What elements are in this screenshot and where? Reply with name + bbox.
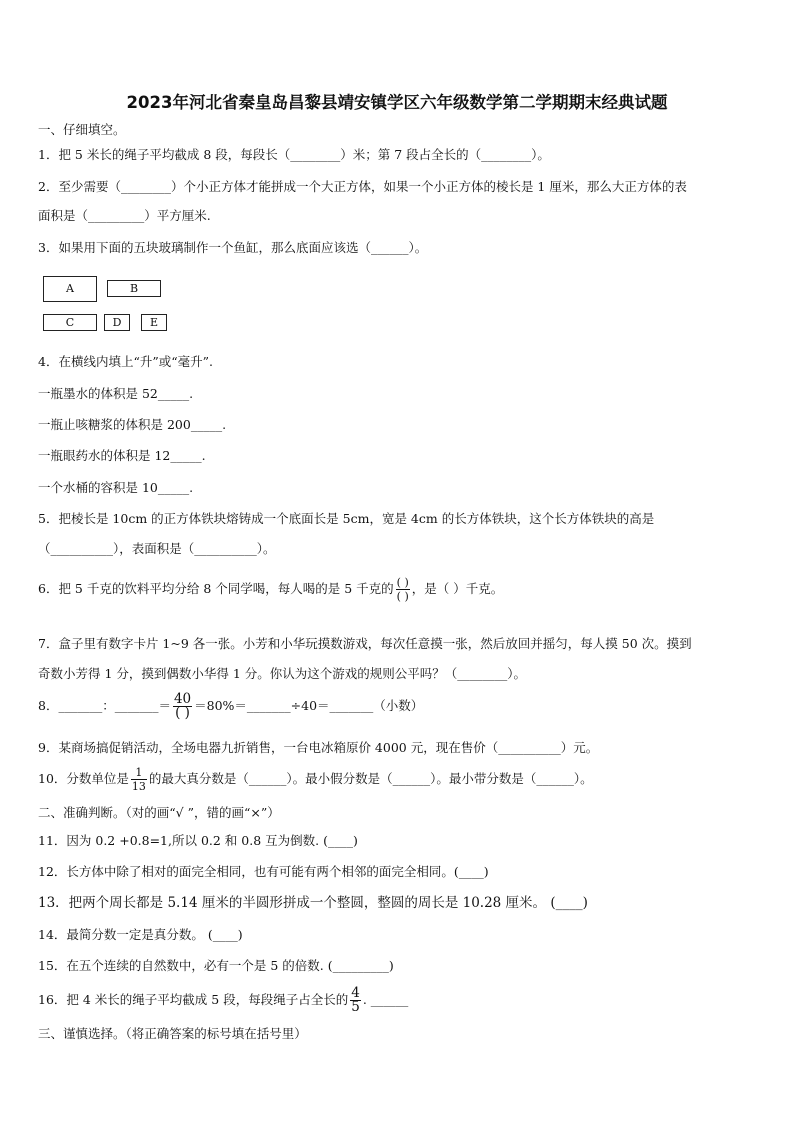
glass-piece-b: B: [107, 280, 161, 297]
glass-piece-c: C: [43, 314, 97, 331]
question-16-text: 16．把 4 米长的绳子平均截成 5 段，每段绳子占全长的: [38, 992, 349, 1007]
question-6-text-end: ，是（ ）千克。: [411, 581, 504, 596]
question-8-fraction: $\frac{40}{( )}$: [173, 691, 192, 721]
question-4-item-3: 一瓶眼药水的体积是 12_____.: [38, 448, 206, 463]
question-15: 15．在五个连续的自然数中，必有一个是 5 的倍数. (_________): [38, 958, 394, 973]
question-8-text: 8．_______：_______＝: [38, 698, 171, 713]
question-6-fraction: $\frac{( )}{( )}$: [396, 576, 409, 603]
question-16: [38, 987, 408, 1014]
question-6: [38, 576, 503, 603]
question-14: 14．最简分数一定是真分数。 (____): [38, 927, 243, 942]
question-13: 13．把两个周长都是 5.14 厘米的半圆形拼成一个整圆，整圆的周长是 10.28 厘米。 (____): [38, 895, 588, 911]
section-1-heading: 一、仔细填空。: [38, 122, 126, 137]
question-1: 1．把 5 米长的绳子平均截成 8 段，每段长（________）米；第 7 段占全长的（________）。: [38, 147, 550, 162]
question-10-text: 10．分数单位是: [38, 771, 129, 786]
question-9: 9．某商场搞促销活动，全场电器九折销售，一台电冰箱原价 4000 元，现在售价（__________）元。: [38, 740, 599, 755]
glass-piece-a: A: [43, 276, 97, 302]
question-2-line-2: 面积是（_________）平方厘米.: [38, 208, 211, 223]
question-4-item-2: 一瓶止咳糖浆的体积是 200_____.: [38, 417, 227, 432]
question-10: [38, 766, 593, 793]
question-4: 4．在横线内填上“升”或“毫升”.: [38, 354, 213, 369]
section-3-heading: 三、谨慎选择。（将正确答案的标号填在括号里）: [38, 1026, 307, 1041]
question-16-text-end: . ______: [362, 992, 409, 1007]
question-2-line-1: 2．至少需要（________）个小正方体才能拼成一个大正方体，如果一个小正方体的棱长是 1 厘米，那么大正方体的表: [38, 179, 687, 194]
question-16-fraction: $\frac{4}{5}$: [351, 985, 360, 1015]
question-5-line-2: （__________），表面积是（__________）。: [38, 541, 276, 556]
glass-piece-d: D: [104, 314, 130, 331]
question-10-fraction: $\frac{1}{13}$: [131, 766, 146, 793]
question-3: 3．如果用下面的五块玻璃制作一个鱼缸，那么底面应该选（______）。: [38, 240, 428, 255]
section-2-heading: 二、准确判断。（对的画“√ ”，错的画“×”）: [38, 805, 280, 820]
question-6-text: 6．把 5 千克的饮料平均分给 8 个同学喝，每人喝的是 5 千克的: [38, 581, 394, 596]
question-8: [38, 693, 423, 720]
question-5-line-1: 5．把棱长是 10cm 的正方体铁块熔铸成一个底面长是 5cm，宽是 4cm 的长方体铁块，这个长方体铁块的高是: [38, 511, 655, 526]
question-8-text-end: ＝80%＝_______÷40＝_______（小数）: [194, 698, 424, 713]
question-7-line-1: 7．盒子里有数字卡片 1~9 各一张。小芳和小华玩摸数游戏，每次任意摸一张，然后放回并摇匀，每人摸 50 次。摸到: [38, 636, 692, 651]
question-11: 11．因为 0.2 +0.8=1,所以 0.2 和 0.8 互为倒数. (____): [38, 833, 358, 848]
question-4-item-1: 一瓶墨水的体积是 52_____.: [38, 386, 194, 401]
question-4-item-4: 一个水桶的容积是 10_____.: [38, 480, 194, 495]
question-12: 12．长方体中除了相对的面完全相同，也有可能有两个相邻的面完全相同。(____): [38, 864, 489, 879]
glass-piece-e: E: [141, 314, 167, 331]
question-10-text-end: 的最大真分数是（______）。最小假分数是（______）。最小带分数是（______）。: [148, 771, 593, 786]
page-title: 2023年河北省秦皇岛昌黎县靖安镇学区六年级数学第二学期期末经典试题: [126, 93, 668, 112]
question-7-line-2: 奇数小芳得 1 分，摸到偶数小华得 1 分。你认为这个游戏的规则公平吗？（________）。: [38, 666, 527, 681]
